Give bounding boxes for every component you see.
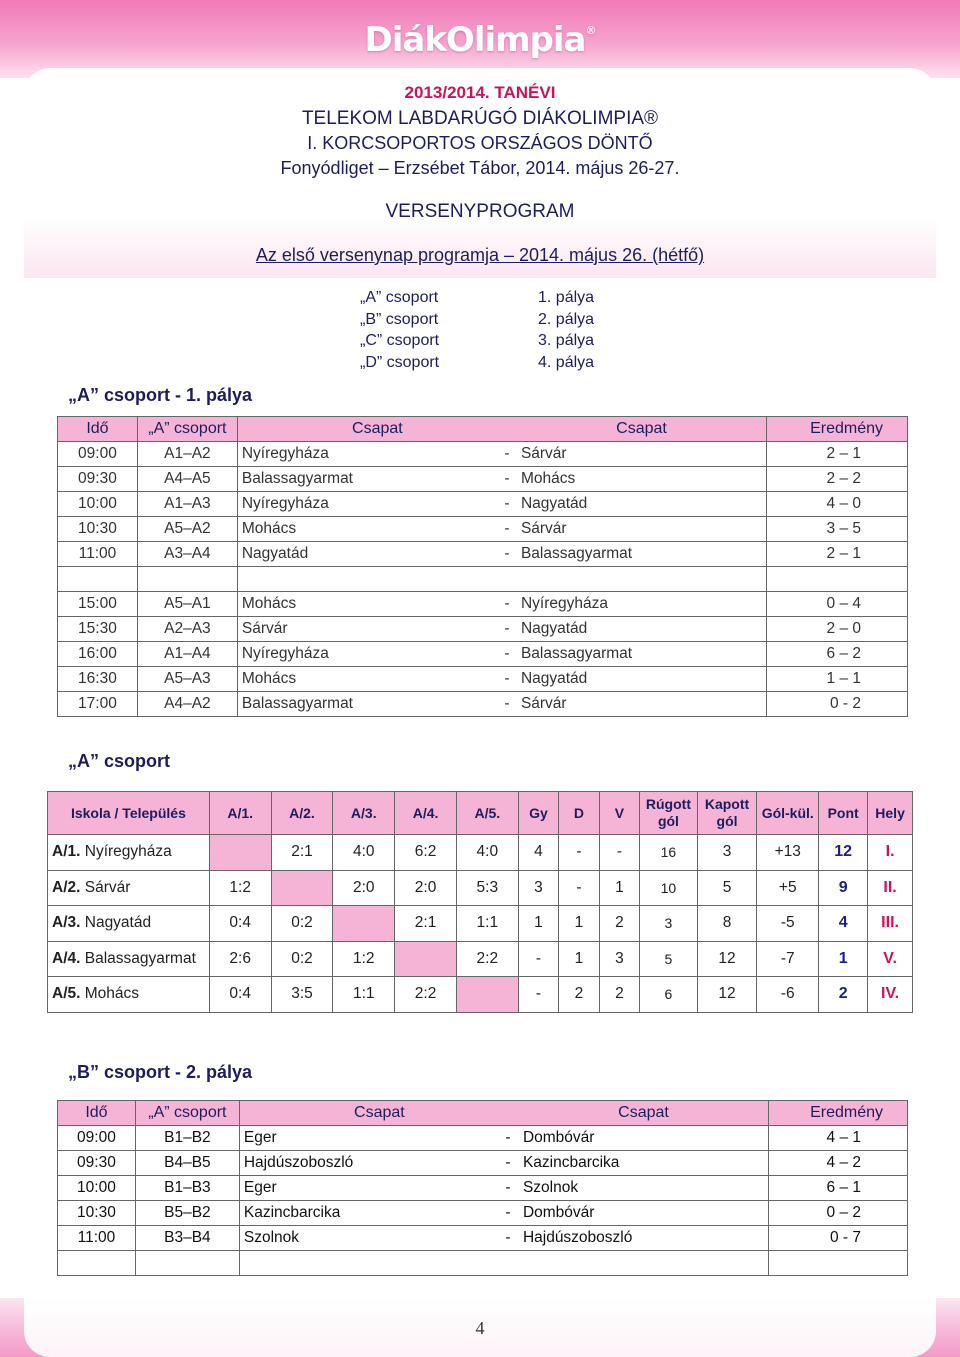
standings-table xyxy=(47,791,913,1013)
table-row: 16:30 A5–A3 Mohács - Nagyatád 1 – 1 xyxy=(58,667,908,692)
table-row: 10:00 A1–A3 Nyíregyháza - Nagyatád 4 – 0 xyxy=(58,492,908,517)
table-row: 17:00 A4–A2 Balassagyarmat - Sárvár 0 - 2 xyxy=(58,692,908,717)
program-title: VERSENYPROGRAM xyxy=(385,201,575,222)
group-pitch-list xyxy=(360,289,594,375)
group-pitch-item: „D” csoport 4. pálya xyxy=(360,353,595,371)
table-row: 11:00 A3–A4 Nagyatád - Balassagyarmat 2 – 1 xyxy=(58,542,908,567)
group-pitch-item: „C” csoport 3. pálya xyxy=(360,332,595,349)
page-number: 4 xyxy=(475,1318,485,1338)
table-header-row: Idő „A” csoport Csapat Csapat Eredmény xyxy=(58,1101,908,1126)
diakolimpia-logo: DiákOlimpia® xyxy=(364,20,596,60)
table-row-empty xyxy=(58,567,908,592)
table-header-row: Iskola / Település A/1. A/2. A/3. A/4. A/5. Gy D V Rúgott gól Kapott gól Gól-kül. Pont Hely xyxy=(48,792,913,835)
table-row: 15:30 A2–A3 Sárvár - Nagyatád 2 – 0 xyxy=(58,617,908,642)
table-row: 10:30 B5–B2 Kazincbarcika - Dombóvár 0 – 2 xyxy=(58,1201,908,1226)
schedule-b-table xyxy=(57,1100,908,1276)
group-pitch-item: „A” csoport 1. pálya xyxy=(360,289,595,306)
table-row: 09:00 A1–A2 Nyíregyháza - Sárvár 2 – 1 xyxy=(58,442,908,467)
table-row: 15:00 A5–A1 Mohács - Nyíregyháza 0 – 4 xyxy=(58,592,908,617)
table-row: 10:00 B1–B3 Eger - Szolnok 6 – 1 xyxy=(58,1176,908,1201)
table-row: A/3. Nagyatád 0:4 0:2 2:1 1:1 1 1 2 3 8 -5 4 III. xyxy=(48,906,913,942)
section-b-title: „B” csoport - 2. pálya xyxy=(68,1062,253,1082)
table-row: 09:00 B1–B2 Eger - Dombóvár 4 – 1 xyxy=(58,1126,908,1151)
table-row-empty xyxy=(58,1251,908,1276)
table-row: A/5. Mohács 0:4 3:5 1:1 2:2 - 2 2 6 12 -6 2 IV. xyxy=(48,977,913,1013)
group-pitch-item: „B” csoport 2. pálya xyxy=(360,310,595,328)
schedule-a-table xyxy=(57,416,908,717)
table-row: 09:30 A4–A5 Balassagyarmat - Mohács 2 – 2 xyxy=(58,467,908,492)
table-row: A/2. Sárvár 1:2 2:0 2:0 5:3 3 - 1 10 5 +5 9 II. xyxy=(48,870,913,906)
table-row: 09:30 B4–B5 Hajdúszoboszló - Kazincbarcika 4 – 2 xyxy=(58,1151,908,1176)
table-row: 10:30 A5–A2 Mohács - Sárvár 3 – 5 xyxy=(58,517,908,542)
table-row: A/4. Balassagyarmat 2:6 0:2 1:2 2:2 - 1 3 5 12 -7 1 V. xyxy=(48,941,913,977)
table-row: 11:00 B3–B4 Szolnok - Hajdúszoboszló 0 - 7 xyxy=(58,1226,908,1251)
day-one-title: Az első versenynap programja – 2014. május 26. (hétfő) xyxy=(255,245,705,265)
standings-title: „A” csoport xyxy=(68,751,171,771)
section-a-title: „A” csoport - 1. pálya xyxy=(68,385,253,405)
table-row: A/1. Nyíregyháza 2:1 4:0 6:2 4:0 4 - - 16 3 +13 12 I. xyxy=(48,835,913,871)
table-header-row: Idő „A” csoport Csapat Csapat Eredmény xyxy=(58,417,908,442)
venue-date: Fonyódliget – Erzsébet Tábor, 2014. május 26-27. xyxy=(280,158,680,178)
table-row: 16:00 A1–A4 Nyíregyháza - Balassagyarmat 6 – 2 xyxy=(58,642,908,667)
category-title: I. KORCSOPORTOS ORSZÁGOS DÖNTŐ xyxy=(307,133,653,153)
competition-title: TELEKOM LABDARÚGÓ DIÁKOLIMPIA® xyxy=(301,108,659,129)
school-year-title: 2013/2014. TANÉVI xyxy=(404,83,556,102)
